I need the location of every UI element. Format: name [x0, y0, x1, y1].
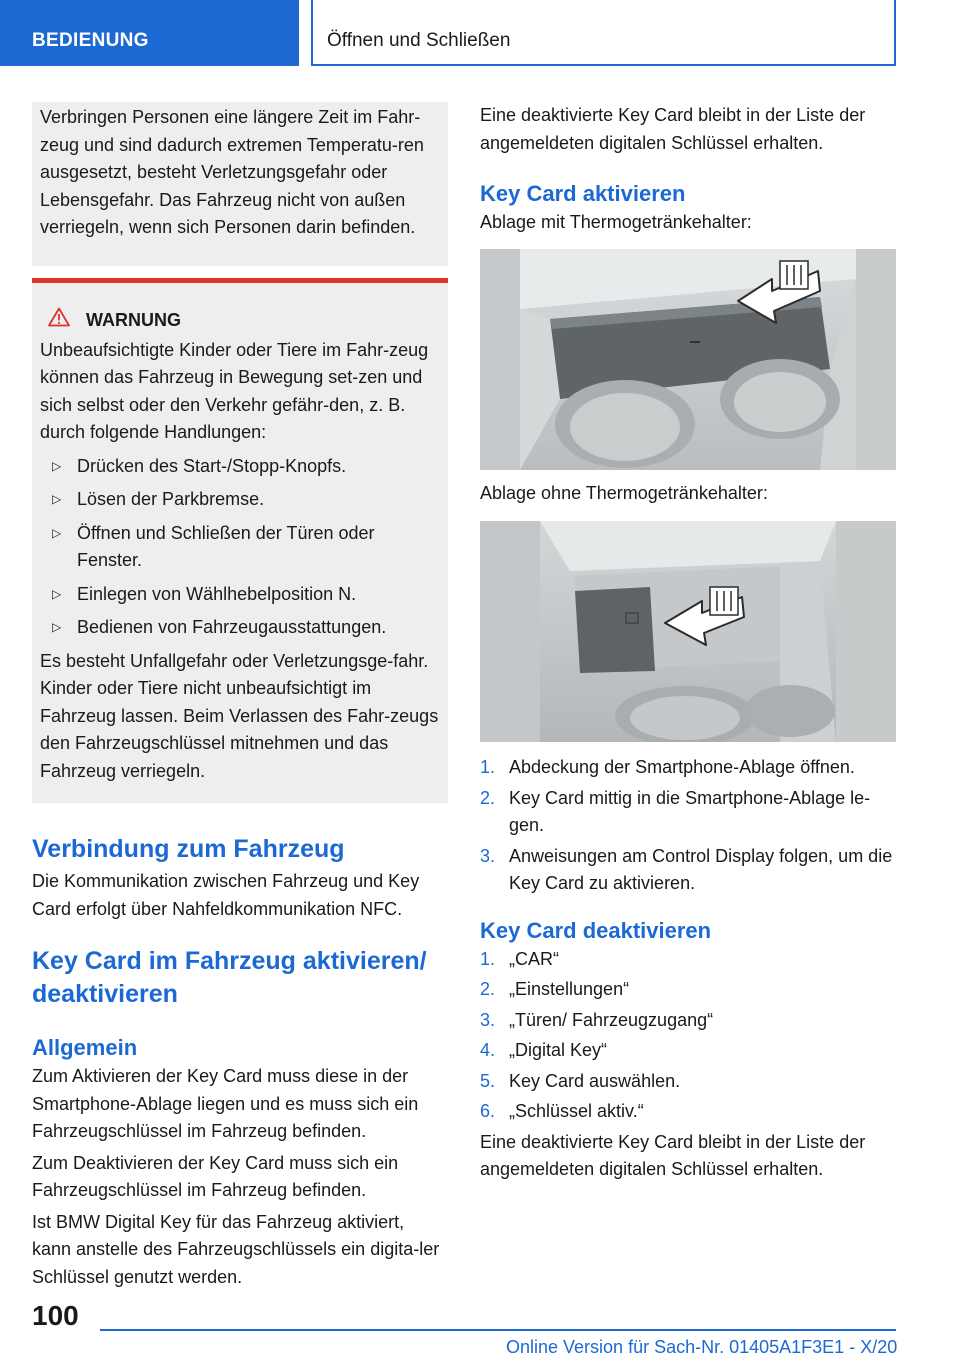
- list-item: ▷ Einlegen von Wählhebelposition N.: [40, 581, 440, 609]
- section-tab: [0, 0, 299, 66]
- deactivate-steps: [480, 946, 896, 1126]
- list-item: ▷ Öffnen und Schließen der Türen oder Fenster.: [40, 520, 440, 575]
- caption-with-holder: Ablage mit Thermogetränkehalter:: [480, 212, 752, 232]
- general-paragraph: Zum Aktivieren der Key Card muss diese in der Smartphone-Ablage liegen und es muss sich ein Fahrzeugschlüssel im Fahrzeug befinden.: [32, 1066, 419, 1141]
- deactivate-heading: Key Card deaktivieren: [480, 917, 712, 943]
- triangle-bullet-icon: ▷: [52, 620, 62, 634]
- note-box: [32, 102, 448, 266]
- list-item: ▷ Bedienen von Fahrzeugausstattungen.: [40, 614, 440, 642]
- right-column: [480, 102, 896, 1184]
- list-item: 5. Key Card auswählen.: [480, 1070, 681, 1091]
- general-paragraph: Zum Deaktivieren der Key Card muss sich ein Fahrzeugschlüssel im Fahrzeug befinden.: [32, 1152, 399, 1200]
- section-label: BEDIENUNG: [32, 30, 149, 51]
- list-item: 1. „CAR“: [480, 948, 559, 969]
- list-item: ▷ Lösen der Parkbremse.: [40, 486, 440, 514]
- general-heading: Allgemein: [32, 1035, 138, 1060]
- warning-box: [32, 278, 448, 804]
- list-item: 6. „Schlüssel aktiv.“: [480, 1101, 644, 1121]
- general-paragraph: Ist BMW Digital Key für das Fahrzeug aktiviert, kann anstelle des Fahrzeugschlüssels ein digita-ler Schlüssel genutzt werden.: [32, 1211, 440, 1287]
- activate-heading: Key Card aktivieren: [480, 181, 686, 206]
- closing-text: Eine deaktivierte Key Card bleibt in der Liste der angemeldeten digitalen Schlüssel erhalten.: [480, 1131, 866, 1179]
- footer-rule: [100, 1329, 896, 1331]
- note-text: Verbringen Personen eine längere Zeit im Fahr-zeug und sind dadurch extremen Temperatu-ren ausgesetzt, besteht Verletzungsgefahr oder Lebensgefahr. Das Fahrzeug nicht von außen verriegeln, wenn sich Personen darin befinden.: [40, 107, 424, 237]
- triangle-bullet-icon: ▷: [52, 492, 62, 506]
- list-item: 2. Key Card mittig in die Smartphone-Ablage le-gen.: [480, 787, 871, 835]
- console-photo-with-cupholder: [480, 249, 896, 470]
- caption-without-holder: Ablage ohne Thermogetränkehalter:: [480, 482, 768, 503]
- warning-intro: Unbeaufsichtigte Kinder oder Tiere im Fahr-zeug können das Fahrzeug in Bewegung set-zen und sich selbst oder den Verkehr gefähr-den, z. B. durch folgende Handlungen:: [40, 339, 429, 442]
- console-photo-without-cupholder: [480, 521, 896, 742]
- footer-version: Online Version für Sach-Nr. 01405A1F3E1 - X/20: [506, 1337, 898, 1357]
- chapter-title: Öffnen und Schließen: [327, 30, 511, 51]
- connection-text: Die Kommunikation zwischen Fahrzeug und Key Card erfolgt über Nahfeldkommunikation NFC.: [32, 871, 420, 919]
- list-item: 2. „Einstellungen“: [480, 979, 630, 999]
- list-item: 3. Anweisungen am Control Display folgen, um die Key Card zu aktivieren.: [480, 845, 893, 893]
- warning-outro: Es besteht Unfallgefahr oder Verletzungsge-fahr. Kinder oder Tiere nicht unbeaufsichtigt im Fahrzeug lassen. Beim Verlassen des Fahr-zeugs den Fahrzeugschlüssel mitnehmen und das Fahrzeug verriegeln.: [40, 650, 439, 781]
- list-item: 4. „Digital Key“: [480, 1040, 608, 1060]
- warning-triangle-icon: [48, 307, 70, 333]
- list-item: ▷ Drücken des Start-/Stopp-Knopfs.: [40, 453, 440, 481]
- triangle-bullet-icon: ▷: [52, 458, 62, 473]
- warning-title: WARNUNG: [86, 309, 181, 330]
- connection-heading: Verbindung zum Fahrzeug: [32, 835, 345, 863]
- activate-section-heading: Key Card im Fahrzeug aktivieren/ deaktivieren: [32, 947, 427, 1008]
- activate-steps: [480, 754, 896, 898]
- triangle-bullet-icon: ▷: [52, 586, 62, 601]
- left-column: [32, 102, 448, 1291]
- list-item: 3. „Türen/ Fahrzeugzugang“: [480, 1009, 714, 1030]
- intro-text: Eine deaktivierte Key Card bleibt in der Liste der angemeldeten digitalen Schlüssel erhalten.: [480, 105, 866, 153]
- list-item: 1. Abdeckung der Smartphone-Ablage öffnen.: [480, 757, 855, 777]
- warning-header: [48, 307, 440, 333]
- warning-list: [40, 453, 440, 642]
- chapter-title-box: [311, 0, 896, 66]
- triangle-bullet-icon: ▷: [52, 525, 62, 540]
- page-number: 100: [32, 1300, 79, 1331]
